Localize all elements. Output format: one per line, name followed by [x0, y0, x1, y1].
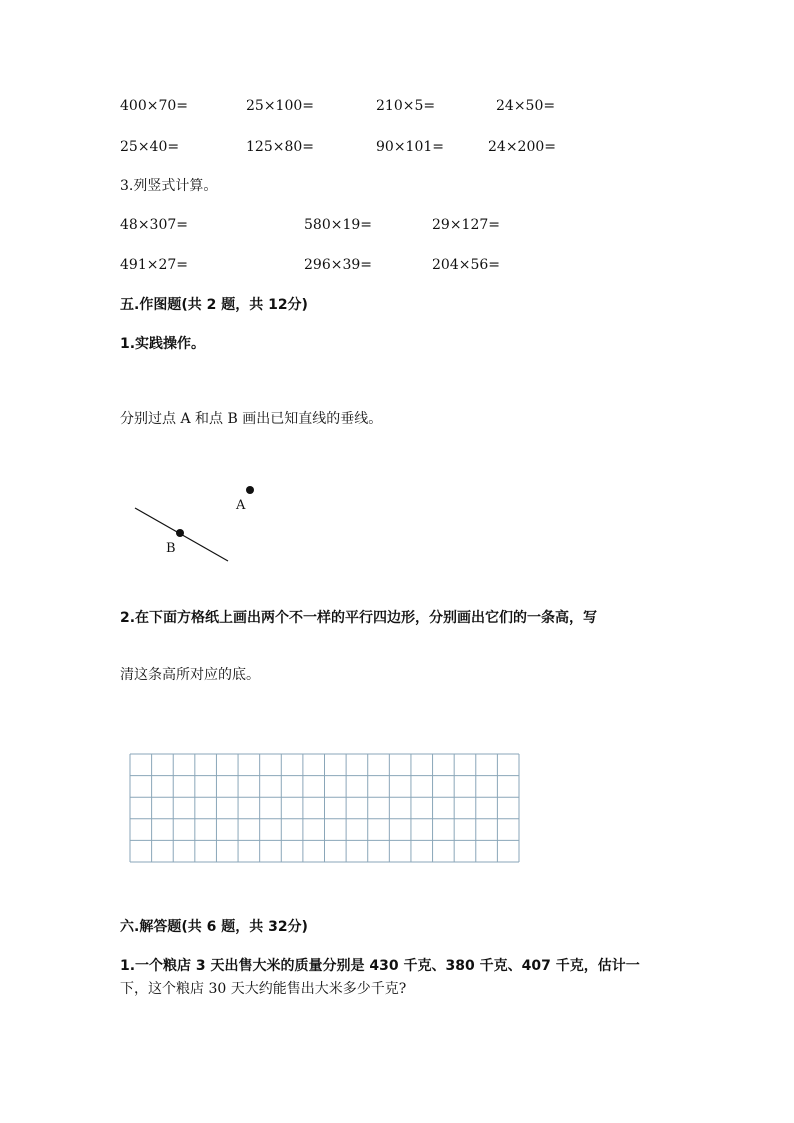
calc-item: 125×80=: [246, 139, 314, 155]
point-b-dot: [176, 529, 184, 537]
vertical-item: 296×39=: [304, 257, 372, 273]
section5-q1-text: 分别过点 A 和点 B 画出已知直线的垂线。: [120, 411, 383, 427]
calc-item: 90×101=: [376, 139, 444, 155]
vertical-item: 29×127=: [432, 217, 500, 233]
vertical-item: 491×27=: [120, 257, 188, 273]
vertical-item: 580×19=: [304, 217, 372, 233]
vertical-item: 48×307=: [120, 217, 188, 233]
section5-q2-line1: 2.在下面方格纸上画出两个不一样的平行四边形，分别画出它们的一条高，写: [120, 610, 598, 626]
section5-q2-line2: 清这条高所对应的底。: [120, 667, 260, 683]
vertical-item: 204×56=: [432, 257, 500, 273]
calc-item: 25×100=: [246, 98, 314, 114]
section5-q1-title: 1.实践操作。: [120, 336, 206, 352]
section6-q1-line1: 1.一个粮店 3 天出售大米的质量分别是 430 千克、380 千克、407 千克，估计一: [120, 958, 640, 974]
calc-item: 400×70=: [120, 98, 188, 114]
point-a-dot: [246, 486, 254, 494]
point-a-label: A: [236, 498, 246, 513]
calc-item: 24×50=: [496, 98, 556, 114]
calc-item: 210×5=: [376, 98, 436, 114]
q3-title: 3.列竖式计算。: [120, 178, 218, 194]
section5-title: 五.作图题(共 2 题，共 12分): [120, 297, 308, 313]
calc-item: 25×40=: [120, 139, 180, 155]
section6-q1-line2: 下，这个粮店 30 天大约能售出大米多少千克?: [120, 981, 407, 997]
section6-title: 六.解答题(共 6 题，共 32分): [120, 919, 308, 935]
point-b-label: B: [166, 541, 176, 556]
grid-paper: [130, 754, 519, 862]
calc-item: 24×200=: [488, 139, 556, 155]
